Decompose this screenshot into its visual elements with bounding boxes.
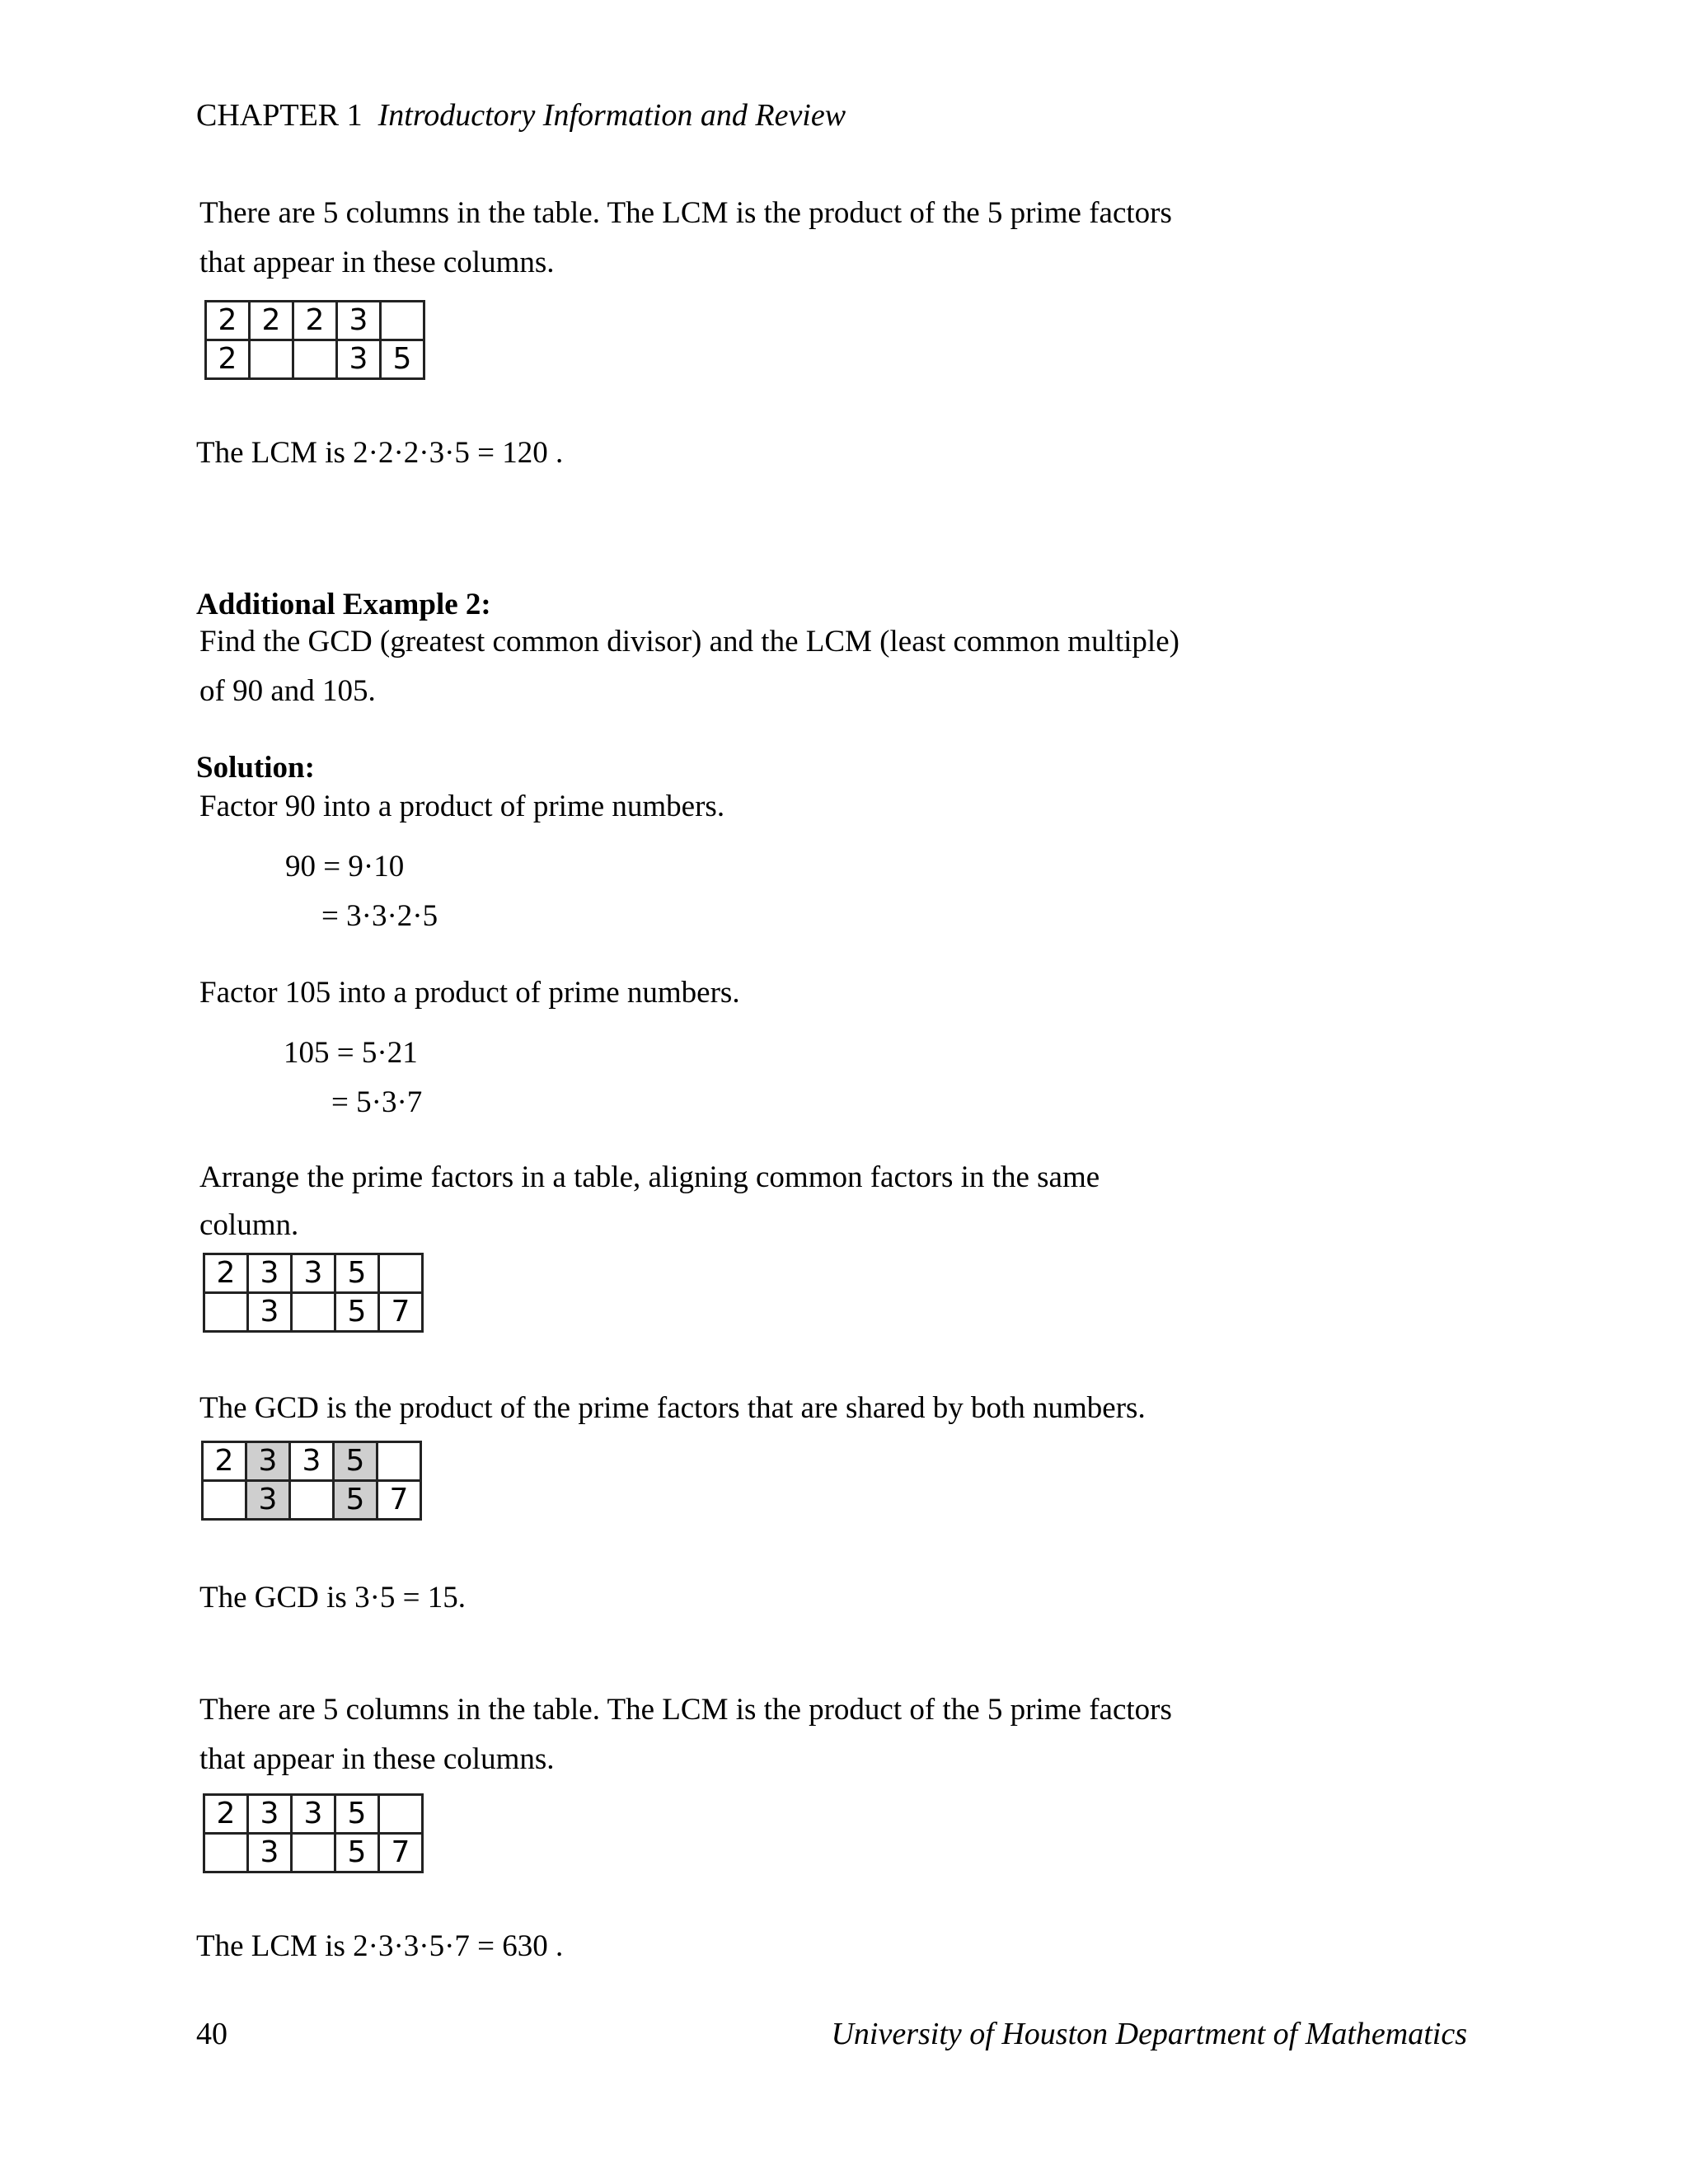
table-cell bbox=[250, 340, 293, 379]
lcm-line-2: that appear in these columns. bbox=[199, 1742, 555, 1776]
table-cell bbox=[290, 1481, 334, 1520]
shared-factor-cell: 3 bbox=[246, 1481, 290, 1520]
table-cell: 7 bbox=[379, 1834, 423, 1872]
table-cell: 3 bbox=[292, 1795, 335, 1834]
table-cell: 5 bbox=[335, 1834, 379, 1872]
lcm-result: The LCM is 2·3·3·5·7 = 630 . bbox=[196, 1929, 564, 1963]
factor-105-eq-1: 105 = 5·21 bbox=[284, 1036, 418, 1070]
table-cell: 3 bbox=[248, 1795, 292, 1834]
arrange-line-2: column. bbox=[199, 1208, 299, 1242]
gcd-result: The GCD is 3·5 = 15. bbox=[199, 1581, 467, 1615]
footer-publisher: University of Houston Department of Mathematics bbox=[831, 2017, 1467, 2051]
shared-factor-cell: 5 bbox=[334, 1481, 377, 1520]
table-cell bbox=[381, 302, 424, 340]
table-cell bbox=[204, 1293, 248, 1332]
table-row bbox=[206, 302, 424, 340]
table-cell: 2 bbox=[204, 1795, 248, 1834]
example-line-2: of 90 and 105. bbox=[199, 674, 376, 708]
table-cell: 3 bbox=[337, 302, 381, 340]
aligned-factor-table bbox=[203, 1253, 424, 1333]
table-cell: 7 bbox=[377, 1481, 421, 1520]
shared-factor-cell: 3 bbox=[246, 1442, 290, 1481]
table-cell: 2 bbox=[203, 1442, 246, 1481]
table-cell: 3 bbox=[292, 1254, 335, 1293]
table-cell: 3 bbox=[248, 1254, 292, 1293]
page-number: 40 bbox=[196, 2017, 227, 2051]
factor-90-eq-1: 90 = 9·10 bbox=[285, 850, 405, 883]
gcd-shaded-table bbox=[201, 1441, 422, 1521]
factor-105-eq-2: = 5·3·7 bbox=[331, 1085, 423, 1119]
factor-105-text: Factor 105 into a product of prime numbers. bbox=[199, 976, 740, 1010]
intro-lcm-result: The LCM is 2·2·2·3·5 = 120 . bbox=[196, 436, 564, 470]
lcm-factor-table bbox=[203, 1793, 424, 1873]
table-cell: 3 bbox=[290, 1442, 334, 1481]
solution-heading: Solution: bbox=[196, 751, 315, 785]
table-cell: 2 bbox=[204, 1254, 248, 1293]
intro-factor-table bbox=[204, 300, 425, 380]
table-cell bbox=[292, 1834, 335, 1872]
chapter-header bbox=[196, 97, 846, 134]
table-cell: 3 bbox=[248, 1293, 292, 1332]
table-cell bbox=[293, 340, 337, 379]
table-cell: 2 bbox=[293, 302, 337, 340]
table-cell: 2 bbox=[206, 340, 250, 379]
chapter-subtitle: Introductory Information and Review bbox=[377, 98, 846, 133]
table-row bbox=[203, 1442, 421, 1481]
example-heading: Additional Example 2: bbox=[196, 588, 491, 621]
intro-line-1: There are 5 columns in the table. The LCM is the product of the 5 prime factors bbox=[199, 196, 1172, 230]
table-cell bbox=[379, 1254, 423, 1293]
table-row bbox=[204, 1795, 423, 1834]
table-row bbox=[204, 1254, 423, 1293]
arrange-line-1: Arrange the prime factors in a table, aligning common factors in the same bbox=[199, 1160, 1100, 1194]
table-cell: 2 bbox=[206, 302, 250, 340]
table-cell: 7 bbox=[379, 1293, 423, 1332]
table-cell: 3 bbox=[337, 340, 381, 379]
table-cell: 5 bbox=[381, 340, 424, 379]
intro-line-2: that appear in these columns. bbox=[199, 246, 555, 279]
table-cell: 5 bbox=[335, 1254, 379, 1293]
factor-90-eq-2: = 3·3·2·5 bbox=[321, 899, 438, 933]
table-cell bbox=[292, 1293, 335, 1332]
shared-factor-cell: 5 bbox=[334, 1442, 377, 1481]
table-row bbox=[204, 1834, 423, 1872]
table-cell: 5 bbox=[335, 1795, 379, 1834]
table-cell: 3 bbox=[248, 1834, 292, 1872]
gcd-text: The GCD is the product of the prime factors that are shared by both numbers. bbox=[199, 1391, 1146, 1425]
table-cell bbox=[203, 1481, 246, 1520]
table-row bbox=[206, 340, 424, 379]
factor-90-text: Factor 90 into a product of prime numbers. bbox=[199, 790, 725, 823]
chapter-label: CHAPTER 1 bbox=[196, 98, 363, 133]
lcm-line-1: There are 5 columns in the table. The LCM is the product of the 5 prime factors bbox=[199, 1693, 1172, 1727]
example-line-1: Find the GCD (greatest common divisor) and the LCM (least common multiple) bbox=[199, 625, 1179, 658]
table-cell bbox=[379, 1795, 423, 1834]
table-cell: 2 bbox=[250, 302, 293, 340]
table-cell bbox=[204, 1834, 248, 1872]
table-row bbox=[203, 1481, 421, 1520]
table-cell: 5 bbox=[335, 1293, 379, 1332]
table-cell bbox=[377, 1442, 421, 1481]
table-row bbox=[204, 1293, 423, 1332]
